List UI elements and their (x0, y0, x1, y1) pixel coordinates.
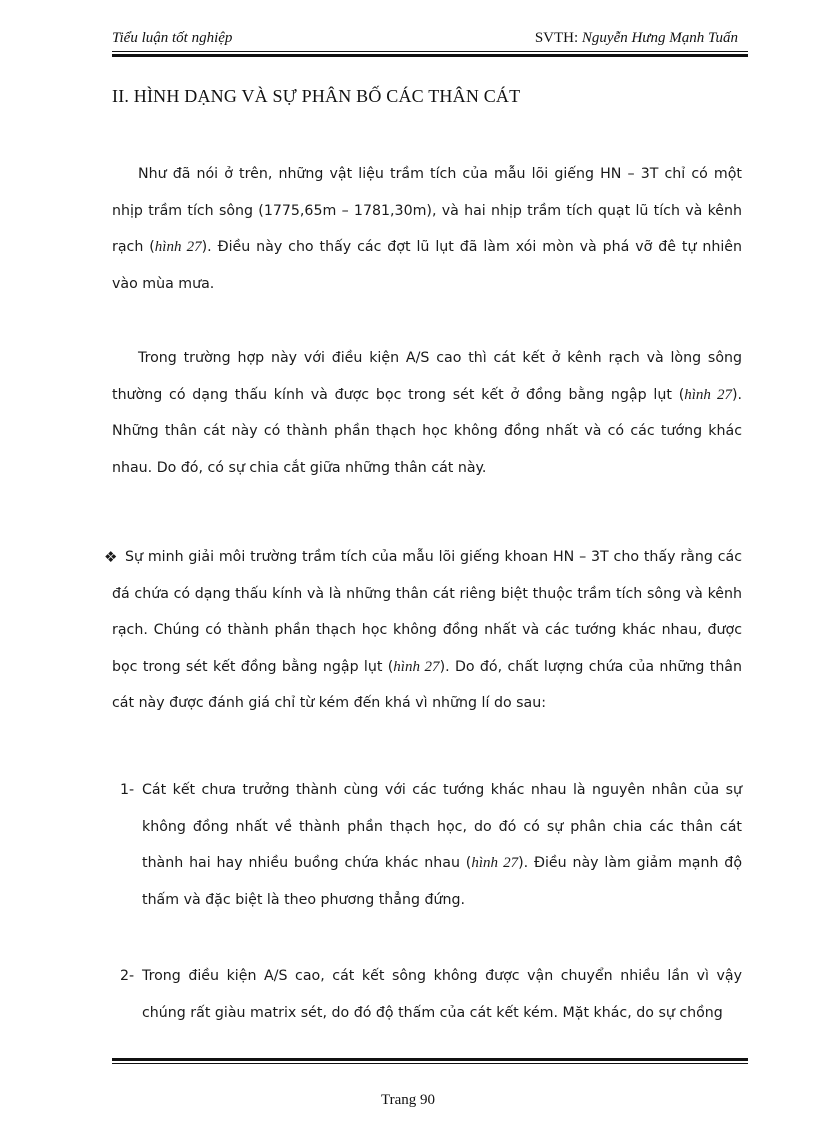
footer-rule-thick (112, 1058, 748, 1061)
paragraph-2-text-b: ). Những thân cát này có thành phần thạch học không đồng nhất và có các tướng khác nhau. Do đó, có sự chia cắt giữa những thân cát này. (112, 386, 742, 476)
list-item-2 (112, 958, 742, 1031)
header-rule-thick (112, 54, 748, 57)
page-number: Trang 90 (380, 1092, 436, 1108)
list-item-1-text-a: Cát kết chưa trưởng thành cùng với các tướng khác nhau là nguyên nhân của sự không đồng nhất về thành phần thạch học, do đó có sự phân chia các thân cát thành hai hay nhiều buồng chứa khác nhau ( (142, 782, 742, 871)
bullet-paragraph (104, 539, 742, 722)
paragraph-1-text-a: Như đã nói ở trên, những vật liệu trầm tích của mẫu lõi giếng HN – 3T chỉ có một nhịp trầm tích sông (1775,65m – 1781,30m), và hai nhịp trầm tích quạt lũ tích và kênh rạch ( (112, 166, 742, 255)
bullet-text-a: Sự minh giải môi trường trầm tích của mẫu lõi giếng khoan HN – 3T cho thấy rằng các đá chứa có dạng thấu kính và là những thân cát riêng biệt thuộc trầm tích sông và kênh rạch. Chúng có thành phần thạch học không đồng nhất và các tướng khác nhau, được bọc trong sét kết đồng bằng ngập lụt ( (112, 549, 742, 675)
paragraph-1-text-b: ). Điều này cho thấy các đợt lũ lụt đã làm xói mòn và phá vỡ đê tự nhiên vào mùa mưa. (112, 239, 742, 292)
diamond-bullet-icon: ❖ (104, 548, 118, 566)
figure-reference: hình 27 (154, 239, 202, 255)
bullet-text-b: ). Do đó, chất lượng chứa của những thân cát này được đánh giá chỉ từ kém đến khá vì những lí do sau: (112, 658, 742, 711)
list-item-1-text-b: ). Điều này làm giảm mạnh độ thấm và đặc biệt là theo phương thẳng đứng. (142, 855, 742, 908)
list-item-1-text (142, 772, 742, 918)
header-author-prefix: SVTH: (534, 30, 582, 46)
header-left-title: Tiểu luận tốt nghiệp (112, 30, 233, 46)
bullet-text (112, 539, 742, 722)
figure-reference: hình 27 (684, 386, 732, 403)
paragraph-2-text-a: Trong trường hợp này với điều kiện A/S cao thì cát kết ở kênh rạch và lòng sông thường có dạng thấu kính và được bọc trong sét kết ở đồng bằng ngập lụt ( (112, 350, 742, 403)
header-author-name: Nguyễn Hưng Mạnh Tuấn (581, 30, 738, 46)
header-rule-thin (112, 51, 748, 52)
list-item-2-number: 2- (120, 968, 135, 984)
list-item-1-number: 1- (120, 782, 135, 798)
footer-rule-thin (112, 1063, 748, 1064)
figure-reference: hình 27 (393, 658, 440, 675)
header-right-author (535, 30, 738, 47)
list-item-1 (112, 772, 742, 918)
paragraph-2 (112, 340, 742, 486)
paragraph-1 (112, 156, 742, 302)
section-title: II. HÌNH DẠNG VÀ SỰ PHÂN BỐ CÁC THÂN CÁT (112, 86, 521, 106)
list-item-2-text: Trong điều kiện A/S cao, cát kết sông không được vận chuyển nhiều lần vì vậy chúng rất giàu matrix sét, do đó độ thấm của cát kết kém. Mặt khác, do sự chồng (142, 968, 742, 1021)
figure-reference: hình 27 (471, 855, 519, 871)
